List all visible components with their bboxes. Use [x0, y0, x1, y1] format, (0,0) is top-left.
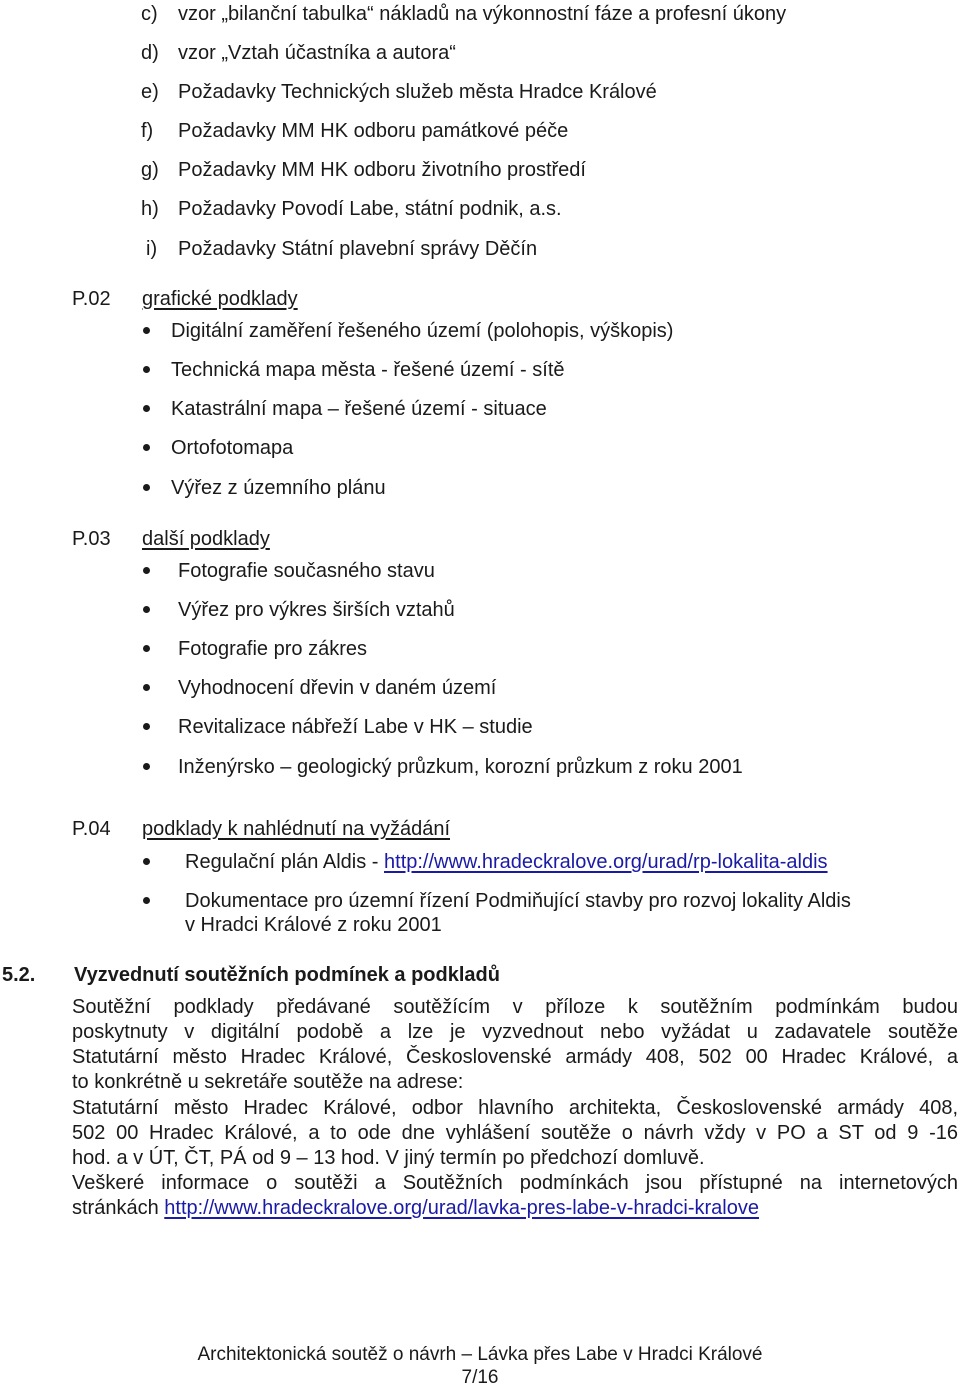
list-label: h) [141, 198, 159, 220]
list-item: Požadavky Technických služeb města Hradce Králové [178, 81, 657, 103]
list-item-line: v Hradci Králové z roku 2001 [185, 914, 442, 936]
section-number: 5.2. [2, 964, 36, 986]
list-item [185, 851, 828, 874]
list-item: Fotografie současného stavu [178, 560, 435, 582]
bullet-icon [143, 858, 150, 865]
paragraph-line: Veškeré informace o soutěži a Soutěžních podmínkách jsou přístupné na internetových [72, 1172, 958, 1194]
footer-title: Architektonická soutěž o návrh – Lávka přes Labe v Hradci Králové [197, 1344, 763, 1365]
section-code: P.04 [72, 818, 111, 840]
bullet-icon [143, 723, 150, 730]
list-item: Digitální zaměření řešeného území (polohopis, výškopis) [171, 320, 674, 342]
section-heading: podklady k nahlédnutí na vyžádání [142, 818, 450, 840]
paragraph-line: 502 00 Hradec Králové, a to ode dne vyhlášení soutěže o návrh vždy v PO a ST od 9 -16 [72, 1122, 958, 1144]
bullet-icon [143, 484, 150, 491]
list-item: Požadavky Povodí Labe, státní podnik, a.s. [178, 198, 562, 220]
lavka-link[interactable]: http://www.hradeckralove.org/urad/lavka-pres-labe-v-hradci-kralove [164, 1197, 759, 1219]
list-item: Katastrální mapa – řešené území - situace [171, 398, 547, 420]
paragraph-line: Statutární město Hradec Králové, Československé armády 408, 502 00 Hradec Králové, a [72, 1046, 958, 1068]
list-label: e) [141, 81, 159, 103]
section-heading: další podklady [142, 528, 270, 550]
item-text: Regulační plán Aldis - [185, 851, 385, 873]
paragraph-line: Statutární město Hradec Králové, odbor hlavního architekta, Československé armády 408, [72, 1097, 958, 1119]
paragraph-text: stránkách [72, 1197, 165, 1219]
list-item: Technická mapa města - řešené území - sítě [171, 359, 565, 381]
list-item: Výřez z územního plánu [171, 477, 386, 499]
paragraph-line: Soutěžní podklady předávané soutěžícím v příloze k soutěžním podmínkám budou [72, 996, 958, 1018]
section-code: P.03 [72, 528, 111, 550]
bullet-icon [143, 405, 150, 412]
list-item: Požadavky MM HK odboru památkové péče [178, 120, 569, 142]
list-item-line: Dokumentace pro územní řízení Podmiňující stavby pro rozvoj lokality Aldis [185, 890, 851, 912]
list-item: Požadavky Státní plavební správy Děčín [178, 238, 538, 260]
section-code: P.02 [72, 288, 111, 310]
page-number: 7/16 [461, 1367, 499, 1388]
bullet-icon [143, 763, 150, 770]
bullet-icon [143, 567, 150, 574]
list-item: Požadavky MM HK odboru životního prostředí [178, 159, 586, 181]
bullet-icon [143, 897, 150, 904]
section-heading: grafické podklady [142, 288, 298, 310]
paragraph-line [72, 1196, 958, 1221]
bullet-icon [143, 366, 150, 373]
paragraph-line: hod. a v ÚT, ČT, PÁ od 9 – 13 hod. V jiný termín po předchozí domluvě. [72, 1147, 705, 1169]
paragraph-line: poskytnuty v digitální podobě a lze je vyzvednout nebo vyžádat u zadavatele soutěže [72, 1021, 958, 1043]
list-item: Výřez pro výkres širších vztahů [178, 599, 455, 621]
bullet-icon [143, 645, 150, 652]
list-item: vzor „Vztah účastníka a autora“ [178, 42, 456, 64]
list-item: Inženýrsko – geologický průzkum, korozní průzkum z roku 2001 [178, 756, 743, 778]
bullet-icon [143, 444, 150, 451]
list-label: f) [141, 120, 154, 142]
list-item: Revitalizace nábřeží Labe v HK – studie [178, 716, 533, 738]
list-item: Fotografie pro zákres [178, 638, 367, 660]
list-item: Ortofotomapa [171, 437, 294, 459]
list-label: g) [141, 159, 159, 181]
list-label: c) [141, 3, 158, 25]
list-label: d) [141, 42, 159, 64]
list-label: i) [146, 238, 158, 260]
list-item: vzor „bilanční tabulka“ nákladů na výkonnostní fáze a profesní úkony [178, 3, 787, 25]
section-title: Vyzvednutí soutěžních podmínek a podkladů [74, 964, 500, 986]
paragraph-line: to konkrétně u sekretáře soutěže na adrese: [72, 1071, 464, 1093]
regulacni-plan-link[interactable]: http://www.hradeckralove.org/urad/rp-lokalita-aldis [384, 851, 828, 873]
bullet-icon [143, 684, 150, 691]
bullet-icon [143, 327, 150, 334]
list-item: Vyhodnocení dřevin v daném území [178, 677, 497, 699]
bullet-icon [143, 606, 150, 613]
